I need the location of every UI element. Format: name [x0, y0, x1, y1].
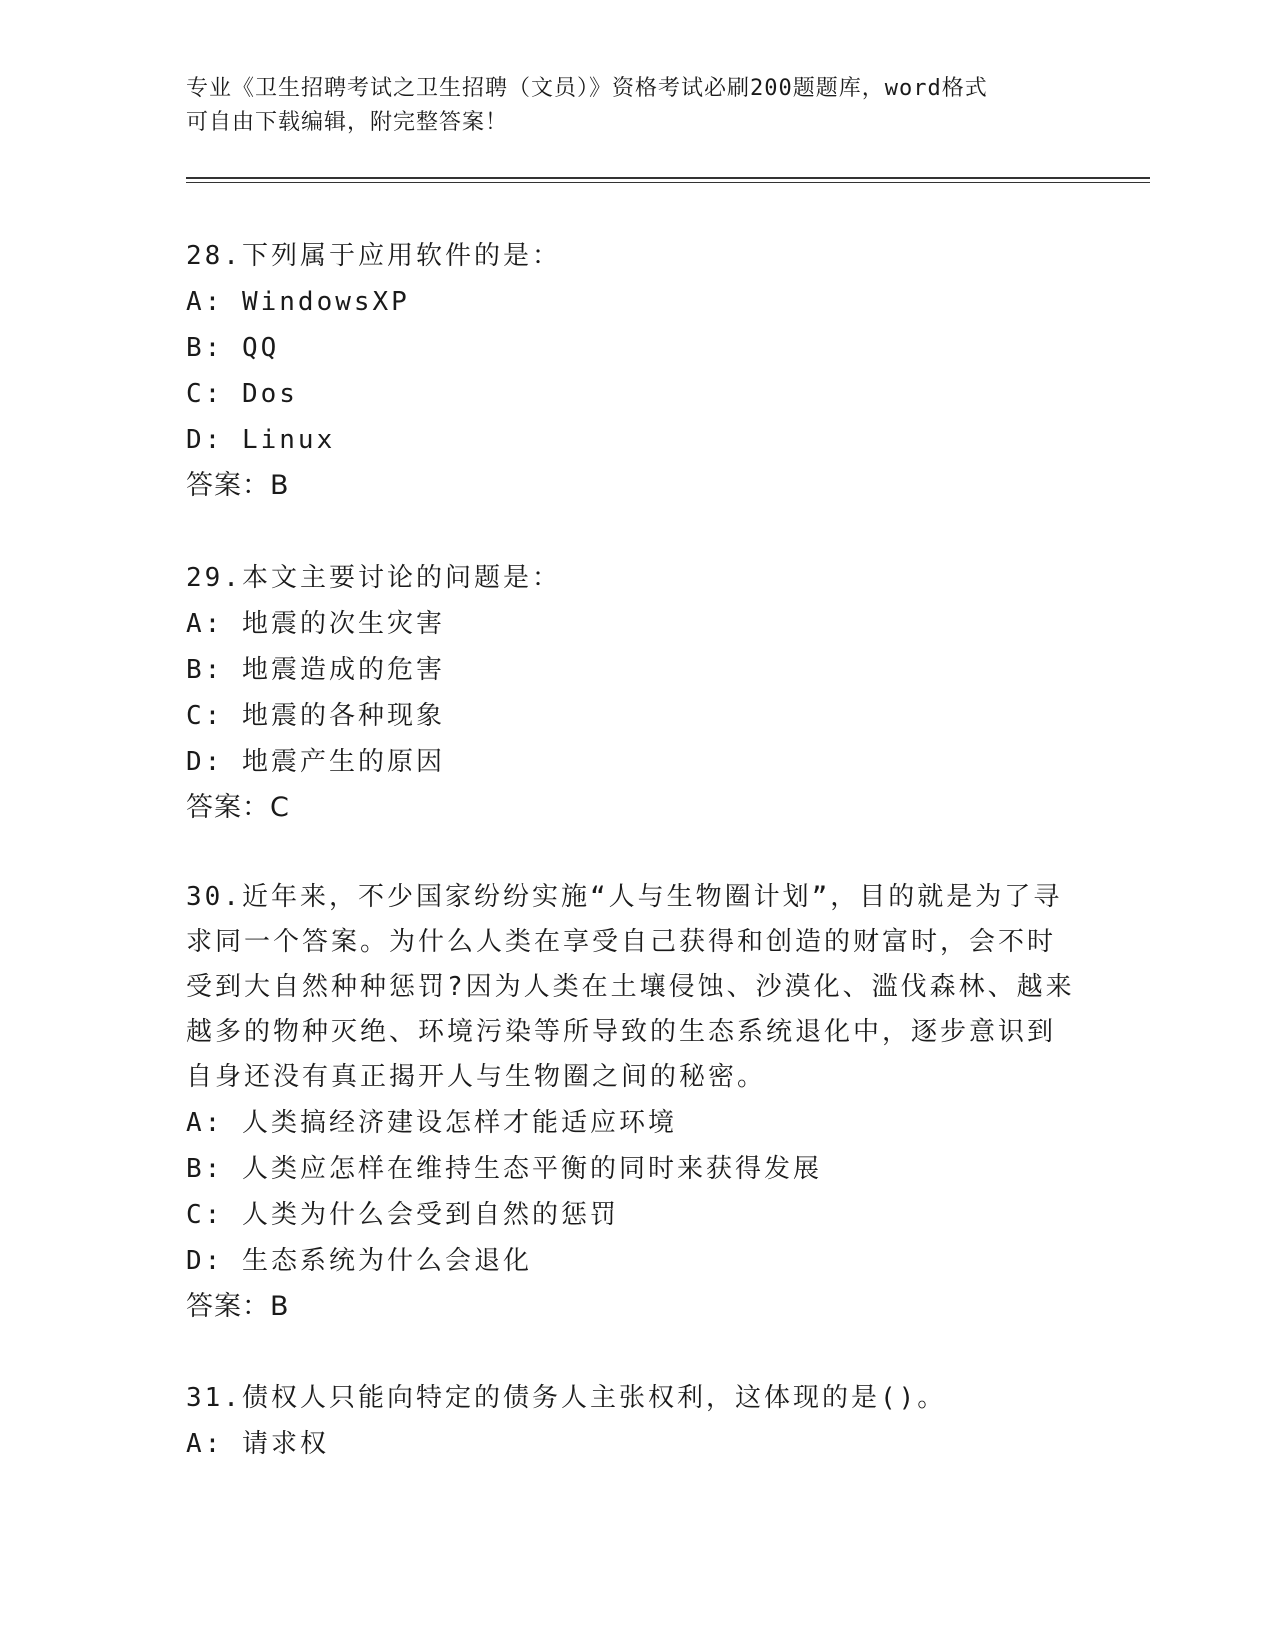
question-stem-line: 30.近年来，不少国家纷纷实施“人与生物圈计划”，目的就是为了寻: [186, 882, 1063, 912]
answer-line: 答案：B: [186, 470, 290, 501]
answer-line: 答案：C: [186, 792, 290, 823]
option-d: D: 生态系统为什么会退化: [186, 1246, 532, 1276]
question-stem: 29.本文主要讨论的问题是：: [186, 563, 561, 593]
question-stem: 31.债权人只能向特定的债务人主张权利，这体现的是()。: [186, 1383, 947, 1413]
option-a: A: 地震的次生灾害: [186, 609, 445, 639]
option-b: B: 人类应怎样在维持生态平衡的同时来获得发展: [186, 1154, 822, 1184]
header-divider-bottom: [186, 182, 1150, 183]
option-a: A: 请求权: [186, 1429, 329, 1459]
question-stem-line: 求同一个答案。为什么人类在享受自己获得和创造的财富时，会不时: [186, 927, 1057, 957]
answer-line: 答案：B: [186, 1291, 290, 1322]
option-d: D: 地震产生的原因: [186, 747, 445, 777]
question-stem-line: 受到大自然种种惩罚?因为人类在土壤侵蚀、沙漠化、滥伐森林、越来: [186, 972, 1075, 1002]
option-b: B: QQ: [186, 333, 280, 363]
question-29: [186, 555, 1086, 831]
header-line-2: 可自由下载编辑，附完整答案！: [186, 110, 509, 135]
question-stem-line: 越多的物种灭绝、环境污染等所导致的生态系统退化中，逐步意识到: [186, 1017, 1057, 1047]
header-line-1: 专业《卫生招聘考试之卫生招聘（文员）》资格考试必刷200题题库，word格式: [186, 76, 988, 101]
question-stem: 28.下列属于应用软件的是：: [186, 241, 561, 271]
option-c: C: 地震的各种现象: [186, 701, 445, 731]
question-30: [186, 875, 1086, 1330]
header-divider-top: [186, 177, 1150, 179]
document-header: [186, 72, 1086, 140]
option-c: C: 人类为什么会受到自然的惩罚: [186, 1200, 619, 1230]
option-b: B: 地震造成的危害: [186, 655, 445, 685]
question-stem-line: 自身还没有真正揭开人与生物圈之间的秘密。: [186, 1062, 767, 1092]
question-28: [186, 233, 1086, 509]
option-c: C: Dos: [186, 379, 298, 409]
question-31: [186, 1375, 1086, 1467]
option-a: A: 人类搞经济建设怎样才能适应环境: [186, 1108, 677, 1138]
option-a: A: WindowsXP: [186, 287, 410, 317]
option-d: D: Linux: [186, 425, 336, 455]
